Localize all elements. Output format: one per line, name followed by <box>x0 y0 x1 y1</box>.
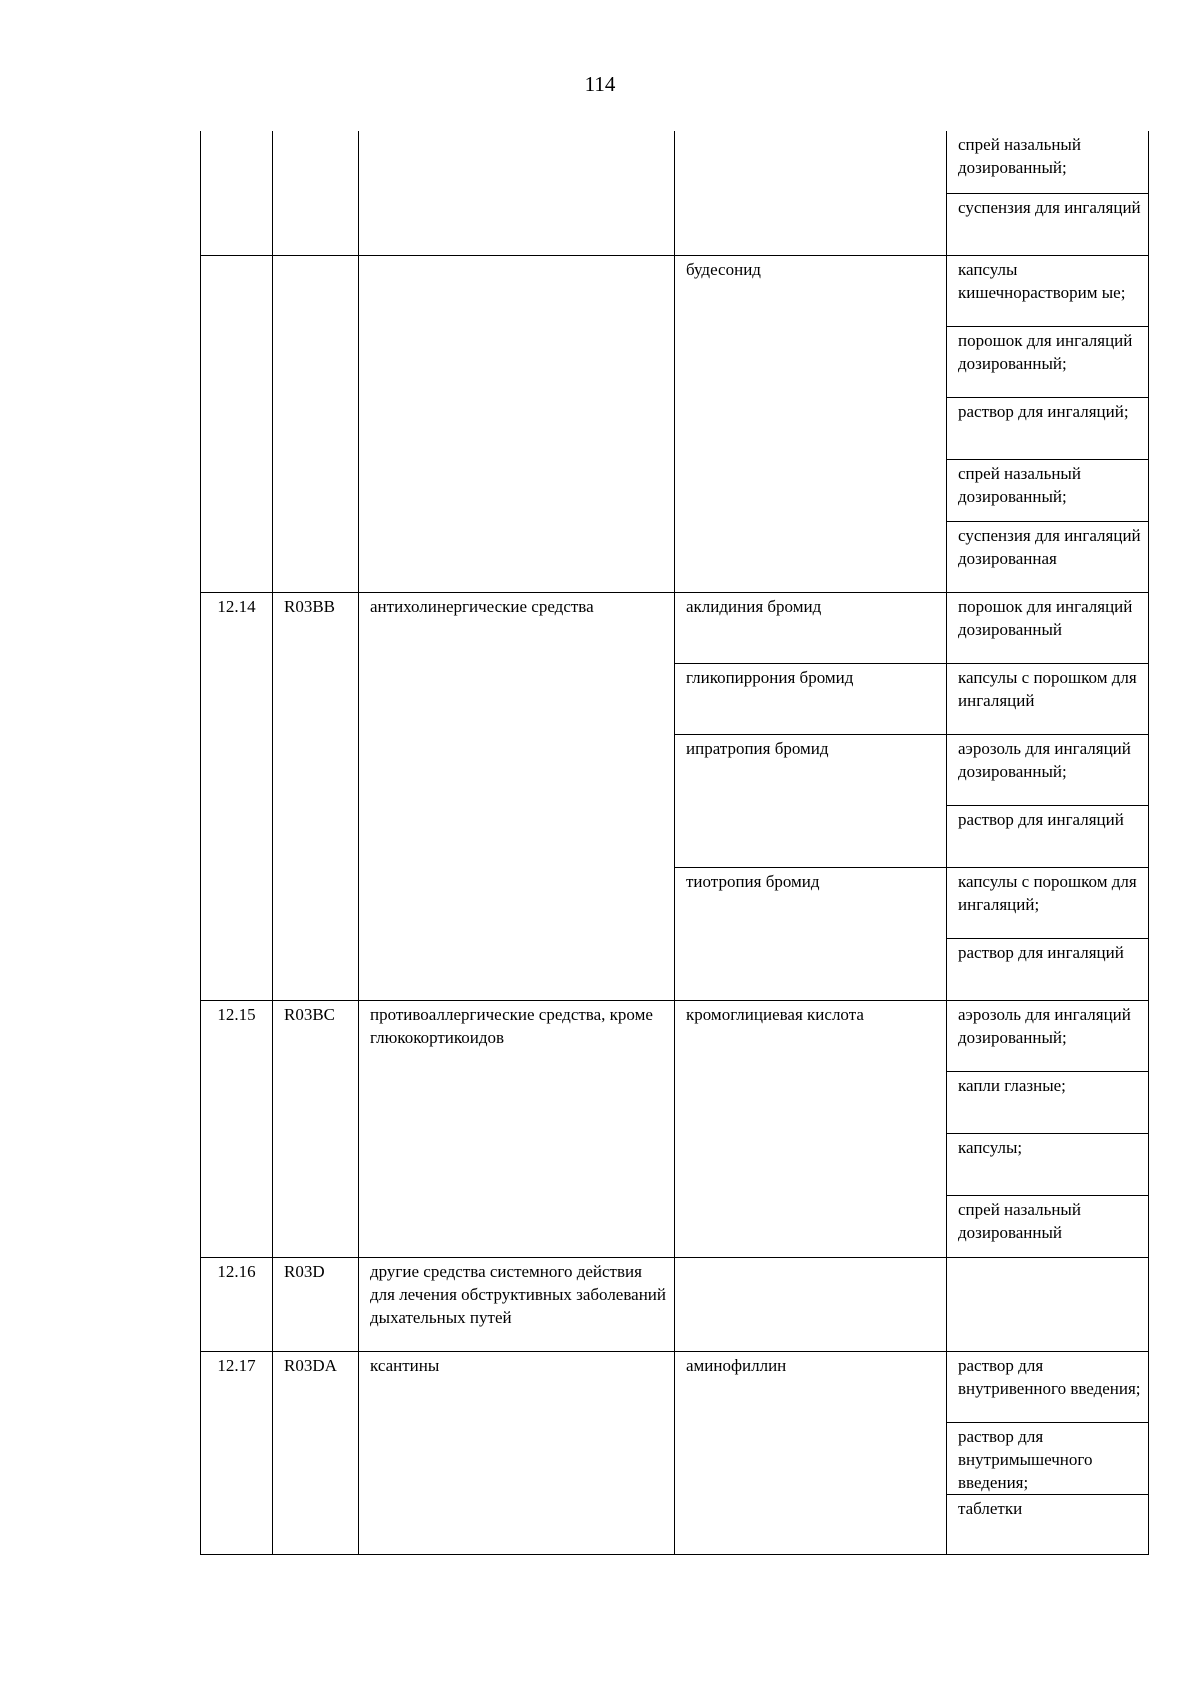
cell-group: противоаллергические средства, кроме глюкокортикоидов <box>359 1000 675 1257</box>
cell-form: порошок для ингаляций дозированный; <box>947 326 1149 397</box>
cell-drug: тиотропия бромид <box>675 867 947 1000</box>
table-row <box>201 1351 1149 1422</box>
cell-form: порошок для ингаляций дозированный <box>947 592 1149 663</box>
table-row <box>201 1000 1149 1071</box>
cell-group: ксантины <box>359 1351 675 1554</box>
cell-form: суспензия для ингаляций дозированная <box>947 521 1149 592</box>
cell-num: 12.15 <box>201 1000 273 1257</box>
cell-form: раствор для внутривенного введения; <box>947 1351 1149 1422</box>
cell-drug: аминофиллин <box>675 1351 947 1554</box>
cell-drug: гликопиррония бромид <box>675 663 947 734</box>
cell-drug: аклидиния бромид <box>675 592 947 663</box>
cell-num <box>201 255 273 592</box>
cell-drug: будесонид <box>675 255 947 592</box>
cell-form: раствор для ингаляций <box>947 938 1149 1000</box>
cell-form: суспензия для ингаляций <box>947 193 1149 255</box>
cell-drug <box>675 131 947 255</box>
cell-code: R03BB <box>273 592 359 1000</box>
cell-form: капсулы с порошком для ингаляций; <box>947 867 1149 938</box>
cell-drug: ипратропия бромид <box>675 734 947 867</box>
drug-table <box>200 131 1149 1555</box>
cell-group <box>359 131 675 255</box>
cell-form: аэрозоль для ингаляций дозированный; <box>947 1000 1149 1071</box>
cell-code: R03DA <box>273 1351 359 1554</box>
cell-drug: кромоглициевая кислота <box>675 1000 947 1257</box>
cell-group: другие средства системного действия для лечения обструктивных заболеваний дыхательных путей <box>359 1257 675 1351</box>
cell-form: аэрозоль для ингаляций дозированный; <box>947 734 1149 805</box>
cell-form <box>947 1257 1149 1351</box>
table-row <box>201 131 1149 193</box>
cell-num: 12.17 <box>201 1351 273 1554</box>
cell-group <box>359 255 675 592</box>
cell-form: спрей назальный дозированный; <box>947 459 1149 521</box>
cell-form: спрей назальный дозированный; <box>947 131 1149 193</box>
cell-form: раствор для внутримышечного введения; <box>947 1422 1149 1494</box>
cell-group: антихолинергические средства <box>359 592 675 1000</box>
cell-form: капсулы кишечнорастворим ые; <box>947 255 1149 326</box>
cell-num <box>201 131 273 255</box>
table-row <box>201 592 1149 663</box>
cell-form: раствор для ингаляций; <box>947 397 1149 459</box>
cell-num: 12.16 <box>201 1257 273 1351</box>
cell-code: R03D <box>273 1257 359 1351</box>
cell-code <box>273 255 359 592</box>
cell-drug <box>675 1257 947 1351</box>
table-row <box>201 255 1149 326</box>
cell-form: капли глазные; <box>947 1071 1149 1133</box>
cell-code <box>273 131 359 255</box>
cell-num: 12.14 <box>201 592 273 1000</box>
cell-form: спрей назальный дозированный <box>947 1195 1149 1257</box>
cell-form: таблетки <box>947 1494 1149 1554</box>
page-number: 114 <box>584 72 616 96</box>
cell-form: раствор для ингаляций <box>947 805 1149 867</box>
cell-form: капсулы; <box>947 1133 1149 1195</box>
table-row <box>201 1257 1149 1351</box>
cell-form: капсулы с порошком для ингаляций <box>947 663 1149 734</box>
cell-code: R03BC <box>273 1000 359 1257</box>
